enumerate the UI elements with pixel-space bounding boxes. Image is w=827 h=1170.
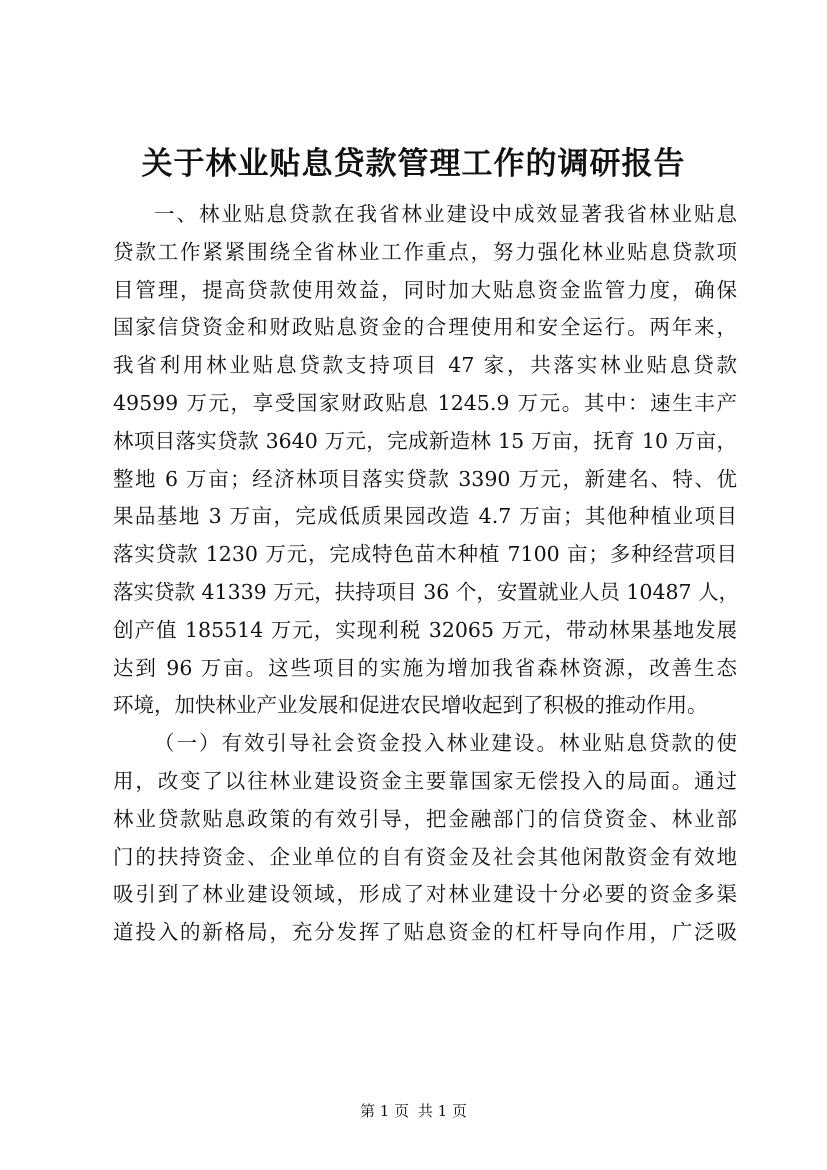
page-footer [0,1101,827,1121]
paragraph-line: 吸引到了林业建设领域，形成了对林业建设十分必要的资金多渠 [113,882,737,907]
paragraph-line: 我省利用林业贴息贷款支持项目 47 家，共落实林业贴息贷款 [113,353,737,378]
paragraph-line: （一）有效引导社会资金投入林业建设。林业贴息贷款的使 [154,731,737,756]
paragraph-line: 落实贷款 1230 万元，完成特色苗木种植 7100 亩；多种经营项目 [113,542,737,567]
paragraph-line: 49599 万元，享受国家财政贴息 1245.9 万元。其中：速生丰产 [113,390,737,415]
paragraph-line: 目管理，提高贷款使用效益，同时加大贴息资金监管力度，确保 [113,277,737,302]
paragraph-line: 达到 96 万亩。这些项目的实施为增加我省森林资源，改善生态 [113,655,737,680]
page-total: 共 1 页 [417,1102,467,1120]
document-title: 关于林业贴息贷款管理工作的调研报告 [141,146,686,182]
paragraph-line: 门的扶持资金、企业单位的自有资金及社会其他闲散资金有效地 [113,844,737,869]
paragraph-line: 贷款工作紧紧围绕全省林业工作重点，努力强化林业贴息贷款项 [113,239,737,264]
paragraph-line: 落实贷款 41339 万元，扶持项目 36 个，安置就业人员 10487 人， [113,579,740,604]
document-body [113,196,740,952]
paragraph-line: 一、林业贴息贷款在我省林业建设中成效显著我省林业贴息 [154,202,737,226]
paragraph-line: 整地 6 万亩；经济林项目落实贷款 3390 万元，新建名、特、优 [113,466,737,491]
page-number: 第 1 页 [360,1102,410,1120]
paragraph-line: 果品基地 3 万亩，完成低质果园改造 4.7 万亩；其他种植业项目 [113,504,737,529]
paragraph-line: 用，改变了以往林业建设资金主要靠国家无偿投入的局面。通过 [113,768,737,793]
paragraph-line: 林业贷款贴息政策的有效引导，把金融部门的信贷资金、林业部 [113,806,737,831]
paragraph-line: 林项目落实贷款 3640 万元，完成新造林 15 万亩，抚育 10 万亩， [113,428,737,453]
paragraph-line: 创产值 185514 万元，实现利税 32065 万元，带动林果基地发展 [113,617,737,642]
paragraph-line: 道投入的新格局，充分发挥了贴息资金的杠杆导向作用，广泛吸 [113,920,737,945]
paragraph-line: 国家信贷资金和财政贴息资金的合理使用和安全运行。两年来， [113,315,737,340]
paragraph-line: 环境，加快林业产业发展和促进农民增收起到了积极的推动作用。 [113,693,708,718]
